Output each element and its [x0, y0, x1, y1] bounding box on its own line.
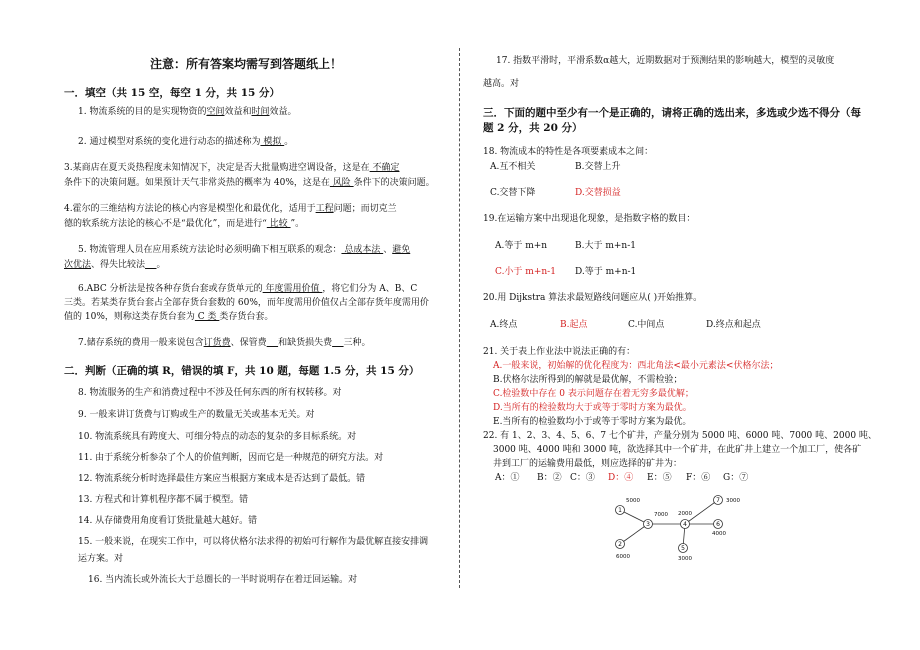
- column-divider: [459, 48, 460, 588]
- q18-option-c: C.交替下降: [490, 188, 536, 198]
- q18-option-a: A.互不相关: [490, 162, 536, 172]
- q22-option-e: E：⑤: [647, 473, 672, 483]
- q17-line2: 越高。对: [483, 79, 520, 89]
- q20-option-b: B.起点: [560, 320, 588, 330]
- q2: 2. 通过模型对系统的变化进行动态的描述称为 模拟 。: [78, 137, 294, 147]
- q20-option-c: C.中间点: [628, 320, 665, 330]
- q18-stem: 18. 物流成本的特性是各项要素成本之间：: [483, 147, 654, 157]
- judge-item-cont: 运方案。对: [78, 554, 124, 564]
- q21-option-d: D.当所有的检验数均大于或等于零时方案为最优。: [493, 403, 692, 413]
- graph-node-label: 4: [683, 521, 687, 529]
- judge-item: 14. 从存储费用角度看订货批量越大越好。错: [78, 516, 258, 526]
- q18-option-d: D.交替损益: [575, 188, 621, 198]
- q19-option-a: A.等于 m+n: [495, 241, 548, 251]
- graph-node-label: 7: [716, 497, 720, 505]
- q20-option-d: D.终点和起点: [706, 320, 761, 330]
- section-3-heading-cont: 题 2 分，共 20 分）: [483, 122, 583, 134]
- graph-weight-label: 3000: [678, 556, 692, 562]
- q4-line1: 4.霍尔的三维结构方法论的核心内容是模型化和最优化，适用于工程问题；而切克兰: [64, 204, 397, 214]
- q4-line2: 德的软系统方法论的核心不是“最优化”，而是进行“ 比较 ”。: [64, 219, 305, 229]
- q7: 7.储存系统的费用一般来说包含订货费、保管费 和缺货损失费 三种。: [78, 338, 371, 348]
- judge-item: 10. 物流系统具有跨度大、可细分特点的动态的复杂的多目标系统。对: [78, 432, 357, 442]
- q22-option-c: C：③: [570, 473, 595, 483]
- section-3-heading: 三．下面的题中至少有一个是正确的，请将正确的选出来，多选或少选不得分（每: [483, 107, 861, 119]
- q22-line1: 22. 有 1、2、3、4、5、6、7 七个矿井，产量分别为 5000 吨、6000 吨、7000 吨、2000 吨、: [483, 431, 877, 441]
- graph-weight-label: 7000: [654, 512, 668, 518]
- judge-item: 13. 方程式和计算机程序都不属于模型。错: [78, 495, 249, 505]
- judge-item: 11. 由于系统分析参杂了个人的价值判断，因而它是一种规范的研究方法。对: [78, 453, 384, 463]
- q1: 1. 物流系统的目的是实现物资的空间效益和时间效益。: [78, 107, 297, 117]
- q21-option-b: B.伏格尔法所得到的解就是最优解，不需检验；: [493, 375, 683, 385]
- q21-option-e: E.当所有的检验数均小于或等于零时方案为最优。: [493, 417, 692, 427]
- q22-option-d: D：④: [608, 473, 634, 483]
- q18-option-b: B.交替上升: [575, 162, 621, 172]
- graph-node-label: 2: [618, 541, 622, 549]
- judge-item: 8. 物流服务的生产和消费过程中不涉及任何东西的所有权转移。对: [78, 388, 342, 398]
- q22-option-a: A：①: [495, 473, 520, 483]
- graph-weight-label: 4000: [712, 531, 726, 537]
- graph-node-label: 3: [646, 521, 650, 529]
- q22-option-b: B：②: [537, 473, 562, 483]
- graph-node-label: 6: [716, 521, 720, 529]
- q3-line2: 条件下的决策问题。如果预计天气非常炎热的概率为 40%，这是在 风险 条件下的决策问题。: [64, 178, 435, 188]
- q21-stem: 21. 关于表上作业法中说法正确的有：: [483, 347, 636, 357]
- q21-option-c: C.检验数中存在 0 表示问题存在着无穷多最优解；: [493, 389, 694, 399]
- q19-option-b: B.大于 m+n-1: [575, 241, 636, 251]
- graph-weight-label: 6000: [616, 554, 630, 560]
- page-title: 注意：所有答案均需写到答题纸上！: [150, 57, 343, 71]
- q19-stem: 19.在运输方案中出现退化现象，是指数字格的数目：: [483, 214, 696, 224]
- section-2-heading: 二．判断（正确的填 R，错误的填 F，共 10 题，每题 1.5 分，共 15 分）: [64, 365, 420, 377]
- mine-network-graph: [590, 488, 760, 568]
- q19-option-c: C.小于 m+n-1: [495, 267, 556, 277]
- q3-line1: 3.某商店在夏天炎热程度未知情况下，决定是否大批量购进空调设备，这是在 不确定: [64, 163, 400, 173]
- q20-stem: 20.用 Dijkstra 算法求最短路线问题应从( )开始推算。: [483, 293, 703, 303]
- judge-item: 9. 一般来讲订货费与订购或生产的数量无关或基本无关。对: [78, 410, 315, 420]
- judge-item: 16. 当内流长或外流长大于总圈长的一半时说明存在着迂回运输。对: [88, 575, 358, 585]
- judge-item: 15. 一般来说，在现实工作中，可以将伏格尔法求得的初始可行解作为最优解直接安排调: [78, 537, 429, 547]
- graph-weight-label: 3000: [726, 498, 740, 504]
- judge-item: 12. 物流系统分析时选择最佳方案应当根据方案成本是否达到了最低。错: [78, 474, 366, 484]
- q22-line2: 3000 吨、4000 吨和 3000 吨，欲选择其中一个矿井，在此矿井上建立一个加工厂，使各矿: [493, 445, 862, 455]
- q19-option-d: D.等于 m+n-1: [575, 267, 637, 277]
- q22-line3: 井到工厂的运输费用最低，则应选择的矿井为：: [493, 459, 683, 469]
- q21-option-a: A.一般来说，初始解的优化程度为：西北角法<最小元素法<伏格尔法；: [493, 361, 779, 371]
- q5-line2: 次优法、得失比较法 。: [64, 260, 166, 270]
- q17-line1: 17. 指数平滑时，平滑系数α越大，近期数据对于预测结果的影响越大，模型的灵敏度: [496, 56, 835, 66]
- graph-weight-label: 2000: [678, 511, 692, 517]
- graph-node-label: 1: [618, 507, 622, 515]
- q6-line2: 三类。若某类存货台套占全部存货台套数的 60%，而年度需用价值仅占全部存货年度需用价: [64, 298, 429, 308]
- graph-node-label: 5: [681, 545, 685, 553]
- graph-weight-label: 5000: [626, 498, 640, 504]
- q6-line1: 6.ABC 分析法是按各种存货台套或存货单元的 年度需用价值 ，将它们分为 A、B、C: [78, 284, 418, 294]
- section-1-heading: 一．填空（共 15 空，每空 1 分，共 15 分）: [64, 87, 280, 99]
- q6-line3: 值的 10%，则称这类存货台套为 C 类 类存货台套。: [64, 312, 274, 322]
- q22-option-g: G：⑦: [723, 473, 749, 483]
- q5-line1: 5. 物流管理人员在应用系统方法论时必须明确下相互联系的观念： 总成本法 、避免: [78, 245, 411, 255]
- q22-option-f: F：⑥: [686, 473, 711, 483]
- q20-option-a: A.终点: [490, 320, 518, 330]
